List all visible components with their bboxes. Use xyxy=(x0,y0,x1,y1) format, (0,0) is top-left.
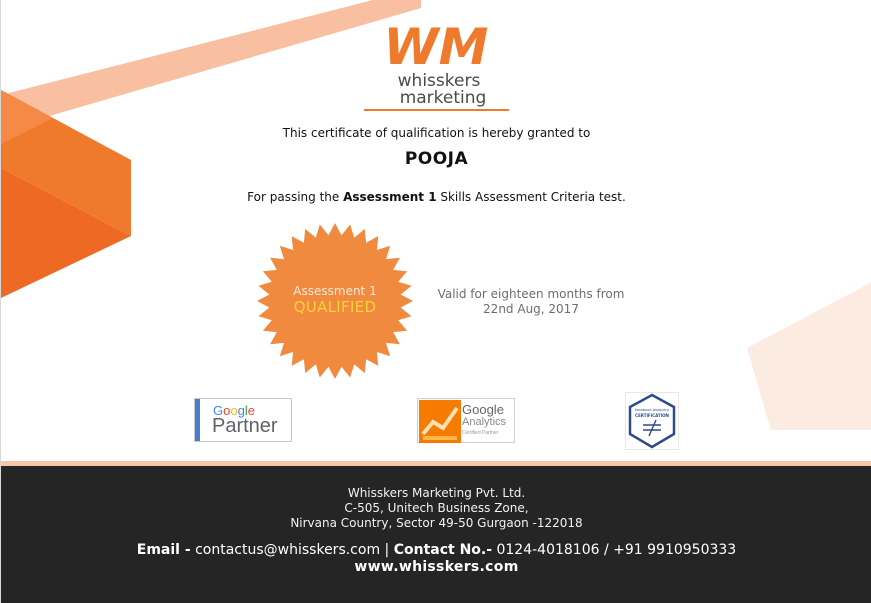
company-name: Whisskers Marketing Pvt. Ltd. xyxy=(347,486,526,500)
partner-badge-bar xyxy=(195,399,200,441)
analytics-label: Analytics xyxy=(462,416,507,428)
logo-line1: whisskers xyxy=(397,71,481,91)
contact-label: Contact No.- xyxy=(393,542,493,558)
google-analytics-badge xyxy=(417,398,515,443)
email-label: Email - xyxy=(136,542,191,558)
website-link: www.whisskers.com xyxy=(354,559,519,575)
phone-numbers: 0124-4018106 / +91 9910950333 xyxy=(492,542,737,558)
validity-text xyxy=(431,287,631,317)
contact-line xyxy=(1,542,871,558)
whisskers-logo xyxy=(364,10,509,111)
analytics-chart-icon xyxy=(419,400,461,443)
google-partner-badge xyxy=(194,398,292,442)
analytics-google-word: Google xyxy=(462,402,504,417)
passing-statement xyxy=(1,190,871,204)
logo-line2: marketing xyxy=(399,88,487,108)
seal-title: Assessment 1 xyxy=(293,284,377,298)
validity-line1: Valid for eighteen months from xyxy=(437,287,625,301)
seal-status: QUALIFIED xyxy=(293,298,377,316)
blueprint-brand: facebook blueprint xyxy=(635,408,669,412)
email-value: contactus@whisskers.com | xyxy=(190,542,394,558)
partner-google-word: Google xyxy=(213,403,255,418)
logo-monogram: WM xyxy=(383,18,489,76)
logo-underline xyxy=(364,109,509,111)
assessment-name: Assessment 1 xyxy=(343,190,437,204)
footer xyxy=(1,466,871,603)
recipient-name: POOJA xyxy=(404,149,469,169)
validity-date: 22nd Aug, 2017 xyxy=(483,302,579,316)
passing-prefix: For passing the xyxy=(247,190,344,204)
address-line2: Nirvana Country, Sector 49-50 Gurgaon -122018 xyxy=(290,516,583,530)
analytics-sub: Certified Partner xyxy=(462,430,499,436)
passing-suffix: Skills Assessment Criteria test. xyxy=(436,190,626,204)
certificate-intro: This certificate of qualification is hereby granted to xyxy=(282,126,591,140)
address-line1: C-505, Unitech Business Zone, xyxy=(344,501,529,515)
blueprint-label: CERTIFICATION xyxy=(635,413,669,418)
facebook-blueprint-badge xyxy=(625,392,679,450)
partner-label: Partner xyxy=(212,415,278,437)
